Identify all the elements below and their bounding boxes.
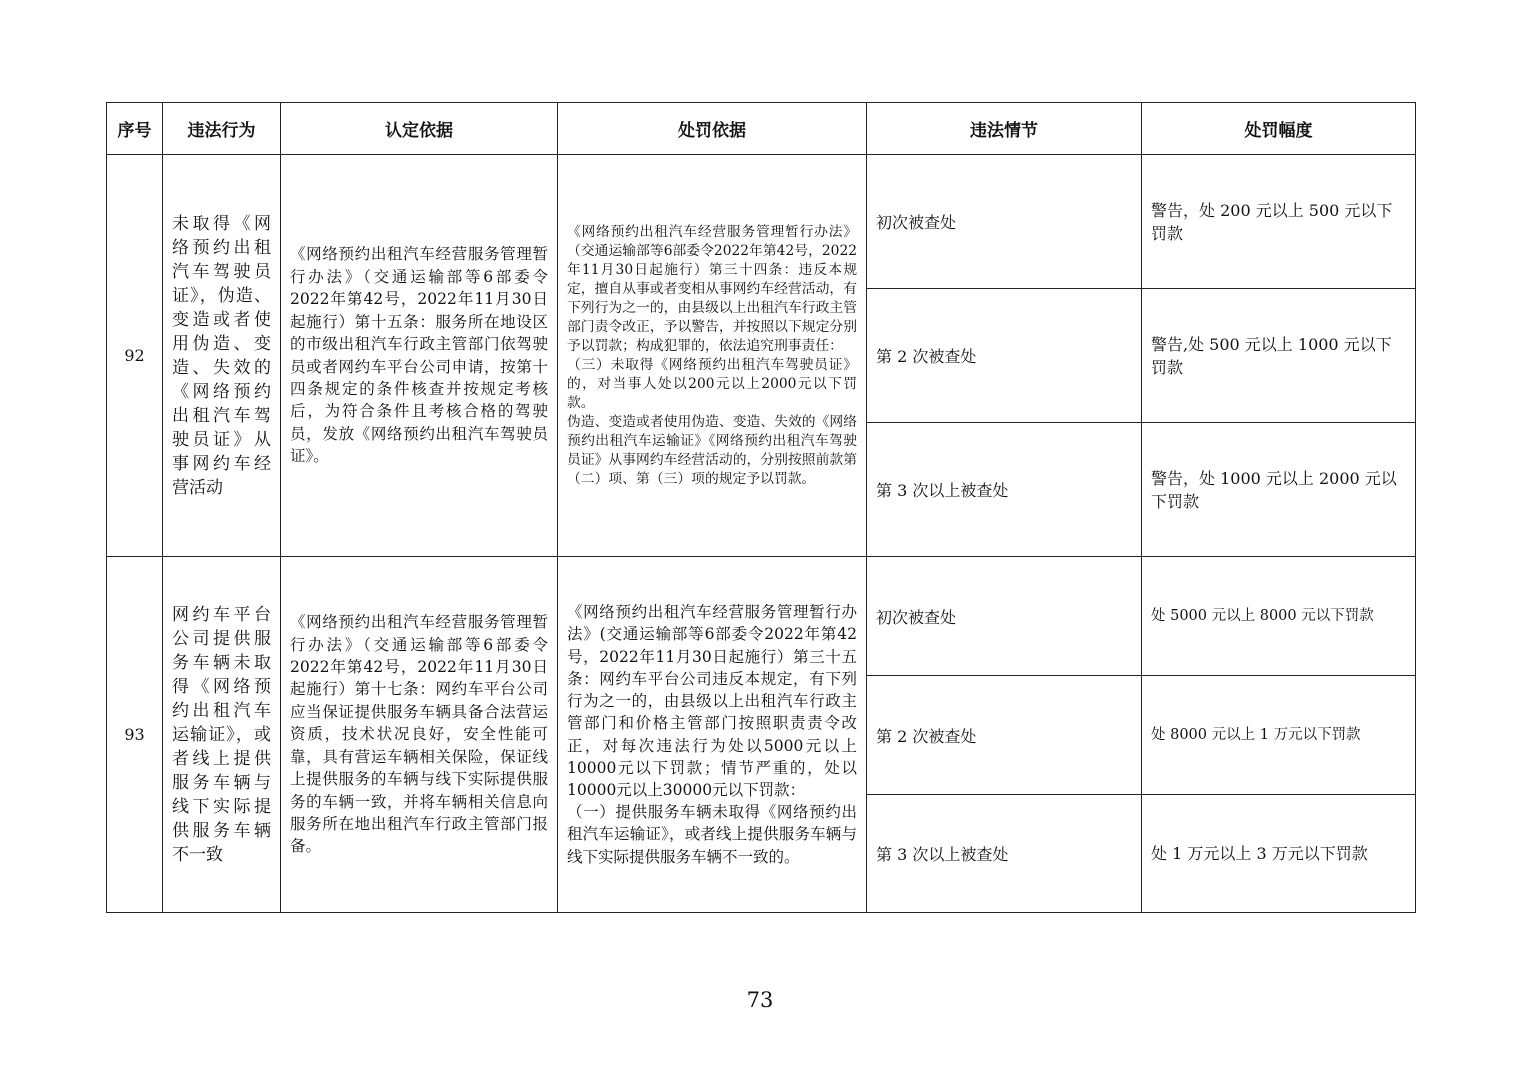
circumstance-cell: 第 2 次被查处 [867, 676, 1142, 795]
penalty-basis [558, 155, 867, 557]
violation-behavior: 未取得《网络预约出租汽车驾驶员证》，伪造、变造或者使用伪造、变造、失效的《网络预约出租汽车驾驶员证》从事网约车经营活动 [163, 155, 281, 557]
header-penalty-basis: 处罚依据 [558, 103, 867, 155]
circumstance-cell: 第 2 次被查处 [867, 289, 1142, 423]
circumstance-cell: 第 3 次以上被查处 [867, 795, 1142, 913]
table-row [107, 557, 1416, 676]
penalty-basis [558, 557, 867, 913]
table-header-row [107, 103, 1416, 155]
determination-basis: 《网络预约出租汽车经营服务管理暂行办法》（交通运输部等6部委令2022年第42号，2022年11月30日起施行）第十七条：网约车平台公司应当保证提供服务车辆具备合法营运资质，技术状况良好，安全性能可靠，具有营运车辆相关保险，保证线上提供服务的车辆与线下实际提供服务的车辆一致，并将车辆相关信息向服务所在地出租汽车行政主管部门报备。 [281, 557, 558, 913]
penalty-range-cell: 处 8000 元以上 1 万元以下罚款 [1142, 676, 1416, 795]
determination-basis: 《网络预约出租汽车经营服务管理暂行办法》（交通运输部等6部委令2022年第42号，2022年11月30日起施行）第十五条：服务所在地设区的市级出租汽车行政主管部门依驾驶员或者网约车平台公司申请，按第十四条规定的条件核查并按规定考核后，为符合条件且考核合格的驾驶员，发放《网络预约出租汽车驾驶员证》。 [281, 155, 558, 557]
penalty-range-cell: 警告，处 1000 元以上 2000 元以下罚款 [1142, 423, 1416, 557]
penalty-range-cell: 警告，处 200 元以上 500 元以下罚款 [1142, 155, 1416, 289]
circumstance-cell: 初次被查处 [867, 155, 1142, 289]
page-number: 73 [746, 988, 774, 1012]
penalty-range-cell: 处 1 万元以上 3 万元以下罚款 [1142, 795, 1416, 913]
header-range: 处罚幅度 [1142, 103, 1416, 155]
header-circumstance: 违法情节 [867, 103, 1142, 155]
penalty-basis-text: 《网络预约出租汽车经营服务管理暂行办法》（交通运输部等6部委令2022年第42号，2022年11月30日起施行）第三十四条：违反本规定，擅自从事或者变相从事网约车经营活动，有下列行为之一的，由县级以上出租汽车行政主管部门责令改正，予以警告，并按照以下规定分别予以罚款；构成犯罪的，依法追究刑事责任： （三）未取得《网络预约出租汽车驾驶员证》的，对当事人处以200元以上2000元以下罚款。 伪造、变造或者使用伪造、变造、失效的《网络预约出租汽车运输证》《网络预约出租汽车驾驶员证》从事网约车经营活动的，分别按照前款第（二）项、第（三）项的规定予以罚款。 [567, 223, 857, 487]
row-number: 93 [107, 557, 163, 913]
penalty-range-cell: 警告,处 500 元以上 1000 元以下罚款 [1142, 289, 1416, 423]
circumstance-cell: 第 3 次以上被查处 [867, 423, 1142, 557]
header-behavior: 违法行为 [163, 103, 281, 155]
header-no: 序号 [107, 103, 163, 155]
circumstance-cell: 初次被查处 [867, 557, 1142, 676]
row-number: 92 [107, 155, 163, 557]
header-basis: 认定依据 [281, 103, 558, 155]
penalty-basis-text: 《网络预约出租汽车经营服务管理暂行办法》(交通运输部等6部委令2022年第42号，2022年11月30日起施行）第三十五条：网约车平台公司违反本规定，有下列行为之一的，由县级以上出租汽车行政主管部门和价格主管部门按照职责责令改正，对每次违法行为处以5000元以上10000元以下罚款；情节严重的，处以10000元以上30000元以下罚款： （一）提供服务车辆未取得《网络预约出租汽车运输证》，或者线上提供服务车辆与线下实际提供服务车辆不一致的。 [567, 603, 857, 866]
penalty-table [106, 102, 1416, 913]
table-row [107, 155, 1416, 289]
violation-behavior: 网约车平台公司提供服务车辆未取得《网络预约出租汽车运输证》，或者线上提供服务车辆与线下实际提供服务车辆不一致 [163, 557, 281, 913]
penalty-range-cell: 处 5000 元以上 8000 元以下罚款 [1142, 557, 1416, 676]
